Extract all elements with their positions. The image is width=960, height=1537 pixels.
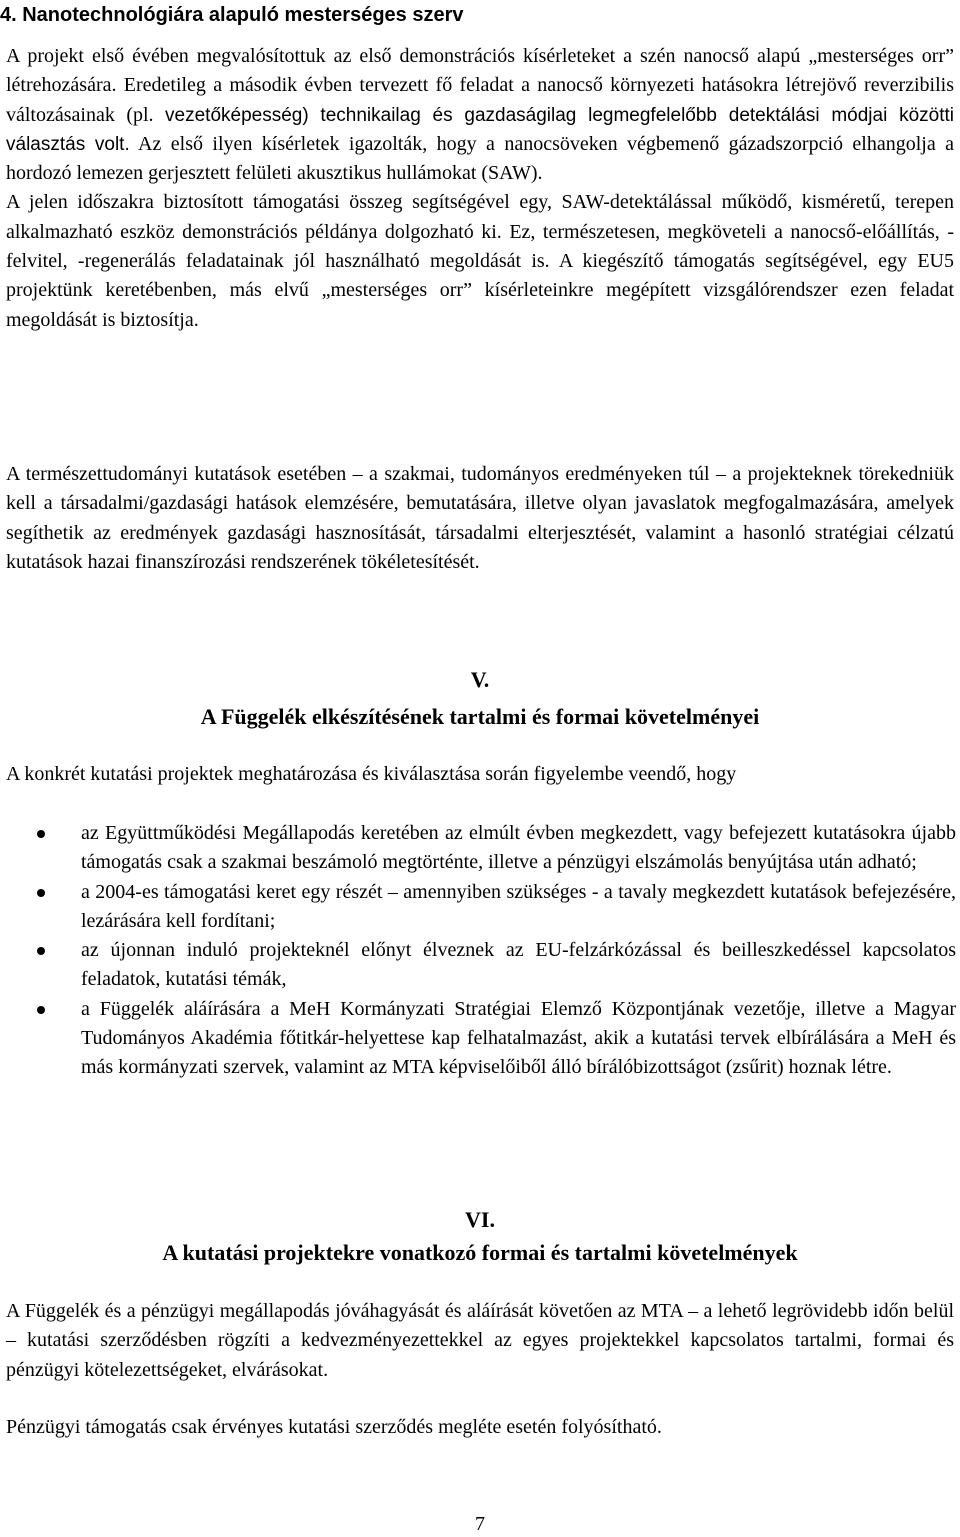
chapter-number: V. [470,667,490,692]
paragraph-text: A jelen időszakra biztosított támogatási összeg segítségével egy, SAW-detektálással működő, kisméretű, terepen alkalmazható eszköz demonstrációs példánya dolgozható ki. Ez, természetesen, megköveteli a nanocső-előállítás, -felvitel, -regenerálás feladatainak jól használható megoldását is. A kiegészítő támogatás segítségével, egy EU5 projektünk keretébenben, más elvű „mesterséges orr” kísérleteinkre megépített vizsgálórendszer ezen feladat megoldását is biztosítja. [6,191,954,331]
paragraph-text: A projekt első évében megvalósítottuk az első demonstrációs kísérleteket a szén nanocső alapú „mesterséges orr” létrehozására. Eredetileg a második évben tervezett fő feladat a nanocső környezeti hatásokra létrejövő reverzibilis változásainak (pl. [6,45,954,126]
chapter-title: A kutatási projektekre vonatkozó formai és tartalmi követelmények [162,1240,798,1265]
list-item-text: az újonnan induló projekteknél előnyt élveznek az EU-felzárkózással és beilleszkedéssel kapcsolatos feladatok, kutatási témák, [81,939,956,991]
paragraph-funding: Pénzügyi támogatás csak érvényes kutatási szerződés megléte esetén folyósítható. [6,1416,662,1438]
bullet-icon [37,830,45,838]
paragraph-nanotech [6,42,954,335]
list-item [6,878,956,937]
list-item-text: a Függelék aláírására a MeH Kormányzati Stratégiai Elemző Központjának vezetője, illetve a Magyar Tudományos Akadémia főtitkár-helyettese kap felhatalmazást, akik a kutatási tervek elbírálására a MeH és más kormányzati szervek, valamint az MTA képviselőiből álló bírálóbizottságot (zsűrit) hoznak létre. [81,997,956,1079]
section-heading: 4. Nanotechnológiára alapuló mesterséges szerv [0,4,464,26]
requirements-list [6,819,956,1083]
bullet-icon [37,889,45,897]
chapter-number: VI. [465,1207,495,1232]
chapter-title: A Függelék elkészítésének tartalmi és formai követelményei [200,704,760,729]
list-item [6,936,956,995]
bullet-icon [37,947,45,955]
paragraph-text: Az első ilyen kísérletek igazolták, hogy a nanocsöveken végbemenő gázadszorpció elhangolja a hordozó lemezen gerjesztett felületi akusztikus hullámokat (SAW). [6,132,954,185]
list-item-text: az Együttműködési Megállapodás keretében az elmúlt évben megkezdett, vagy befejezett kutatásokra újabb támogatás csak a szakmai beszámoló megtörténte, illetve a pénzügyi elszámolás benyújtása után adható; [81,822,956,874]
paragraph-science-research: A természettudományi kutatások esetében – a szakmai, tudományos eredményeken túl – a projekteknek törekedniük kell a társadalmi/gazdasági hatások elemzésére, bemutatására, illetve olyan javaslatok megfogalmazására, amelyek segíthetik az eredmények gazdasági hasznosítását, társadalmi elterjesztését, valamint a hasonló stratégiai célzatú kutatások hazai finanszírozási rendszerének tökéletesítését. [6,463,954,573]
list-item [6,995,956,1083]
paragraph-text-sans: vezetőképesség) technikailag és gazdaságilag legmegfelelőbb detektálási módjai közötti választás volt. [6,104,954,155]
paragraph-contract: A Függelék és a pénzügyi megállapodás jóváhagyását és aláírását követően az MTA – a lehető legrövidebb időn belül – kutatási szerződésben rögzíti a kedvezményezettekkel az egyes projektekkel kapcsolatos tartalmi, formai és pénzügyi kötelezettségeket, elvárásokat. [6,1300,954,1381]
page-number: 7 [475,1513,485,1535]
chapter-intro: A konkrét kutatási projektek meghatározása és kiválasztása során figyelembe veendő, hogy [6,763,737,785]
bullet-icon [37,1006,45,1014]
list-item [6,819,956,878]
list-item-text: a 2004-es támogatási keret egy részét – amennyiben szükséges - a tavaly megkezdett kutatások befejezésére, lezárására kell fordítani; [81,880,956,932]
